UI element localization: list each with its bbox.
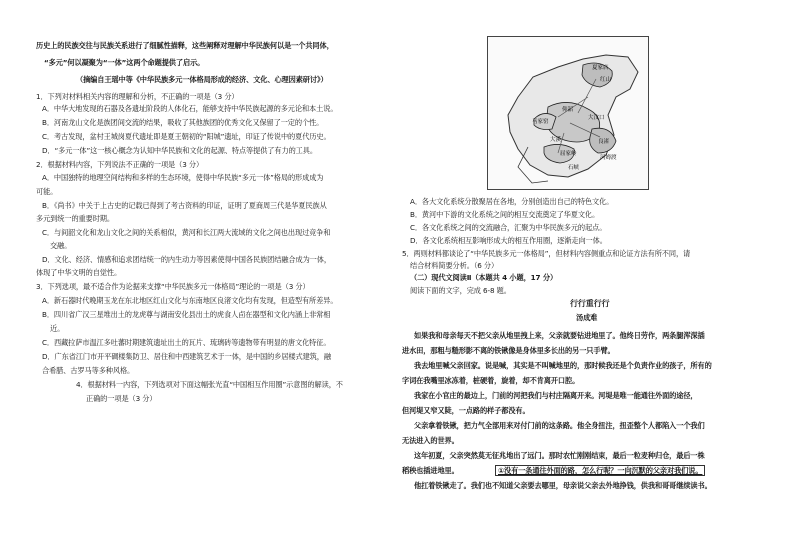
question-line: 2．根据材料内容，下列说法不正确的一项是（3 分）	[36, 160, 204, 169]
question-line: A．新石器时代晚期玉龙在东北地区红山文化与东南地区良渚文化均有发现，但造型有所差异。	[42, 296, 338, 305]
question-line: B．河南龙山文化是族团间交流的结果，吸收了其他族团的优秀文化又保留了一定的个性。	[42, 118, 324, 127]
question-line: 1．下列对材料相关内容的理解和分析，不正确的一项是（3 分）	[36, 92, 239, 101]
question-line: 正确的一项是（3 分）	[86, 394, 157, 403]
map-label: 良渚	[598, 139, 610, 145]
story-line: 我家在小官庄的最边上，门前的河把我们与村庄隔离开来。河堤是唯一能通往外面的途径，	[414, 391, 698, 400]
map-label: 夏家店	[592, 65, 609, 71]
question-line: 近。	[50, 324, 65, 333]
map-label: 屈家岭	[560, 151, 577, 157]
china-map-figure	[488, 37, 648, 189]
question-line: D．“多元一体”这一核心概念为认知中华民族和文化的起源、特点等提供了有力的工具。	[42, 146, 317, 155]
question-line: 体现了中华文明的自觉性。	[36, 268, 122, 277]
story-author: 汤成难	[576, 313, 598, 322]
question-line: D．广东省江门市开平碉楼集防卫、居住和中西建筑艺术于一体，是中国的乡居楼式建筑，融	[42, 352, 331, 361]
story-line: 这年初夏，父亲突然莫无征兆地出了远门。那时农忙刚刚结束，最后一粒麦种归仓，最后一株	[414, 451, 705, 460]
question-line: B．四川省广汉三星堆出土的龙虎尊与湖南安化县出土的虎食人卣在器型和文化内涵上非常相	[42, 310, 331, 319]
option-line: 结合材料简要分析。（6 分）	[410, 261, 499, 270]
boxed-sentence-text: ①没有一条通往外面的路，怎么行呢？一向沉默的父亲对我们说。	[495, 465, 705, 476]
interaction-sphere-map	[487, 36, 649, 190]
map-label: 仰韶	[562, 107, 574, 113]
map-label: 马家窑	[532, 119, 549, 125]
question-line: 可能。	[36, 187, 58, 196]
story-line: 我去地里喊父亲回家。说是喊，其实是不叫喊地里的，那时候我还是个负责作业的孩子，所有的	[414, 361, 712, 370]
question-line: A．中国独特的地理空间结构和多样的生态环境，使得中华民族“多元一体”格局的形成成为	[42, 173, 324, 182]
option-line: B．黄河中下游的文化系统之间的相互交流奠定了华夏文化。	[410, 210, 600, 219]
option-line: A．各大文化系统分散聚居在各地，分别创造出自己的特色文化。	[410, 197, 614, 206]
question-line: 交融。	[50, 241, 72, 250]
question-line: 3．下列选项，最不适合作为论据来支撑“中华民族多元一体格局”理论的一项是（3 分）	[36, 282, 310, 291]
question-line: 多元到统一的重要时期。	[36, 214, 114, 223]
story-title: 行行重行行	[570, 299, 610, 308]
question-line: 合希腊、古罗马等多种风格。	[42, 366, 135, 375]
option-line: C．各文化系统之间的交流融合，汇聚为中华民族多元的起点。	[410, 223, 607, 232]
story-line: 如果我和母亲每天不把父亲从地里拽上来，父亲就要钻进地里了。他终日劳作，两条腿浑深插	[414, 331, 705, 340]
map-label: 大汶口	[588, 115, 605, 121]
story-line: 父亲拿着铁锹，把力气全部用来对付门前的这条路。他全身扭注，扭歪整个人都陷入一个我们	[414, 421, 705, 430]
reading-instruction: 阅读下面的文字，完成 6-8 题。	[410, 286, 511, 295]
story-line: 稻秧也插进地里。	[402, 466, 459, 475]
story-boxed-sentence	[495, 465, 705, 476]
section-heading: （二）现代文阅读Ⅱ（本题共 4 小题，17 分）	[410, 273, 558, 282]
question-line: C．与间韶文化和龙山文化之间的关系相似，黄河和长江两大流域的文化之间也出现过竞争和	[42, 228, 331, 237]
intro-line: “多元”何以凝聚为“一体”这两个命题提供了启示。	[44, 58, 205, 67]
story-line: 他扛着铁锹走了。我们也不知道父亲要去哪里，母亲说父亲去外地挣钱，供我和哥哥继续读书。	[414, 481, 712, 490]
question-line: C．西藏拉萨市温江多吐蕃时期建筑遗址出土的瓦片、琉璃砖等遗物带有明显的唐文化特征。	[42, 338, 331, 347]
map-label: 红山	[600, 77, 612, 83]
story-line: 进水田，那粗与糙形影不离的铁锹像是身体里多长出的另一只手臂。	[402, 346, 615, 355]
story-line: 但河堤又窄又陡，一点路的样子都没有。	[402, 406, 530, 415]
question-line: D．文化、经济、情感和追求团结统一的内生动力等因素使得中国各民族团结融合成为一体，	[42, 255, 331, 264]
map-label: 河姆渡	[600, 155, 617, 161]
story-line: 字词在我嘴里冰冻着，桩硬着，旋着，却不肯离开口腔。	[402, 376, 580, 385]
intro-line: 历史上的民族交往与民族关系进行了细腻性描释，这些阐释对理解中华民族何以是一个共同体，	[36, 41, 334, 50]
source-citation: （摘编自王瑶中等《中华民族多元一体格局形成的经济、文化、心理因素研讨》）	[76, 75, 328, 84]
question-line: A．中华大地发现的石器及各遗址阶段的人体化石，能够支持中华民族起源的多元论和本土说。	[42, 104, 338, 113]
map-label: 大溪	[550, 137, 562, 143]
option-line: D．各文化系统相互影响形成大的相互作用圈，逐渐走向一体。	[410, 236, 607, 245]
question-line: 4．根据材料一内容，下列选项对下面这幅张光直“中国相互作用圈”示意图的解读，不	[76, 380, 343, 389]
question-line: C．考古发现，盆村王城岗夏代遗址即是夏王朝初的“阳城”遗址，印证了传说中的夏代历史。	[42, 132, 331, 141]
story-line: 无法进入的世界。	[402, 436, 459, 445]
option-line: 5．两则材料都谈论了“中华民族多元一体格局”，但材料内容侧重点和论证方法有所不同，请	[402, 249, 691, 258]
question-line: B．《尚书》中关于上古史的记载已得到了考古资料的印证，证明了夏商周三代是华夏民族从	[42, 201, 327, 210]
map-label: 石峡	[568, 165, 580, 171]
